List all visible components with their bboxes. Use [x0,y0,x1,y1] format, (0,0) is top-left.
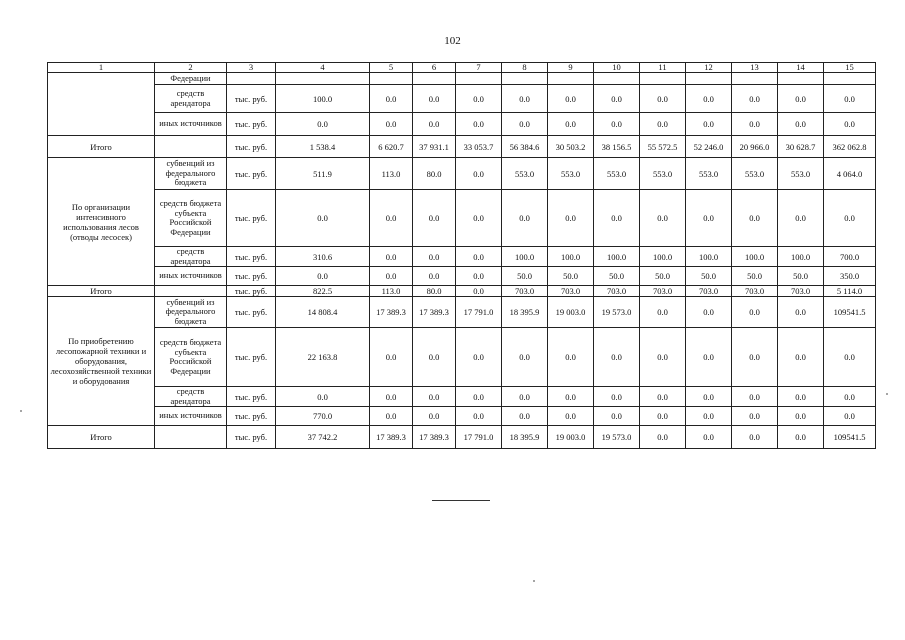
header-cell: 3 [227,63,276,73]
header-cell: 6 [413,63,456,73]
value-cell: 50.0 [594,267,640,286]
value-cell: 703.0 [594,286,640,297]
value-cell: 0.0 [413,267,456,286]
value-cell: 17 791.0 [456,426,502,449]
value-cell: 0.0 [640,85,686,113]
value-cell: 0.0 [778,407,824,426]
value-cell: 703.0 [686,286,732,297]
source-cell [155,286,227,297]
value-cell: 0.0 [370,247,413,267]
value-cell: 100.0 [686,247,732,267]
unit-cell: тыс. руб. [227,328,276,387]
footer-rule [432,500,490,501]
value-cell: 770.0 [276,407,370,426]
value-cell: 50.0 [686,267,732,286]
source-cell: субвенций из федерального бюджета [155,158,227,190]
value-cell: 0.0 [456,328,502,387]
source-cell [155,426,227,449]
value-cell: 0.0 [370,85,413,113]
value-cell: 0.0 [732,190,778,247]
value-cell: 0.0 [548,190,594,247]
value-cell: 0.0 [456,85,502,113]
value-cell: 0.0 [502,407,548,426]
source-cell: средств бюджета субъекта Российской Федерации [155,190,227,247]
value-cell: 0.0 [413,387,456,407]
value-cell: 0.0 [732,407,778,426]
value-cell: 0.0 [686,113,732,136]
table-row [48,297,876,328]
value-cell: 0.0 [824,407,876,426]
value-cell: 18 395.9 [502,426,548,449]
value-cell: 20 966.0 [732,136,778,158]
unit-cell: тыс. руб. [227,267,276,286]
value-cell: 18 395.9 [502,297,548,328]
value-cell: 14 808.4 [276,297,370,328]
value-cell: 700.0 [824,247,876,267]
value-cell: 0.0 [824,190,876,247]
value-cell: 0.0 [413,190,456,247]
table-row [48,328,876,387]
value-cell: 0.0 [502,190,548,247]
scan-speck [886,393,888,395]
value-cell: 37 742.2 [276,426,370,449]
value-cell: 0.0 [640,113,686,136]
value-cell: 19 003.0 [548,426,594,449]
value-cell: 80.0 [413,158,456,190]
source-cell [155,136,227,158]
value-cell: 56 384.6 [502,136,548,158]
value-cell: 0.0 [824,387,876,407]
value-cell: 17 389.3 [413,426,456,449]
header-cell: 10 [594,63,640,73]
value-cell: 17 389.3 [413,297,456,328]
value-cell: 0.0 [824,328,876,387]
value-cell: 0.0 [370,407,413,426]
value-cell: 0.0 [778,426,824,449]
value-cell: 0.0 [502,85,548,113]
header-cell: 15 [824,63,876,73]
unit-cell: тыс. руб. [227,407,276,426]
value-cell: 0.0 [456,158,502,190]
value-cell: 703.0 [640,286,686,297]
value-cell: 30 503.2 [548,136,594,158]
value-cell: 0.0 [594,387,640,407]
table-row [48,190,876,247]
value-cell [686,73,732,85]
value-cell: 0.0 [594,85,640,113]
value-cell: 0.0 [456,407,502,426]
scan-speck [20,410,22,412]
value-cell: 0.0 [640,387,686,407]
source-cell: иных источников [155,267,227,286]
value-cell: 6 620.7 [370,136,413,158]
unit-cell: тыс. руб. [227,286,276,297]
value-cell: 0.0 [370,328,413,387]
header-cell: 4 [276,63,370,73]
block-title-cell: По приобретению лесопожарной техники и оборудования, лесохозяйственной техники и оборудования [48,297,155,426]
total-row [48,286,876,297]
value-cell: 100.0 [594,247,640,267]
value-cell: 0.0 [548,407,594,426]
value-cell: 0.0 [502,387,548,407]
value-cell [456,73,502,85]
value-cell: 100.0 [732,247,778,267]
value-cell: 0.0 [732,113,778,136]
value-cell: 0.0 [456,247,502,267]
value-cell: 17 389.3 [370,297,413,328]
value-cell: 17 791.0 [456,297,502,328]
value-cell: 100.0 [502,247,548,267]
value-cell: 4 064.0 [824,158,876,190]
value-cell: 50.0 [732,267,778,286]
value-cell: 0.0 [778,328,824,387]
value-cell: 52 246.0 [686,136,732,158]
value-cell: 100.0 [548,247,594,267]
value-cell: 0.0 [778,113,824,136]
value-cell: 0.0 [413,247,456,267]
value-cell [778,73,824,85]
table-row [48,387,876,407]
value-cell: 50.0 [502,267,548,286]
value-cell: 5 114.0 [824,286,876,297]
header-cell: 8 [502,63,548,73]
table-row [48,407,876,426]
unit-cell: тыс. руб. [227,158,276,190]
value-cell: 19 573.0 [594,426,640,449]
value-cell: 113.0 [370,286,413,297]
value-cell [370,73,413,85]
unit-cell: тыс. руб. [227,426,276,449]
value-cell: 0.0 [640,328,686,387]
value-cell: 553.0 [502,158,548,190]
value-cell: 0.0 [276,387,370,407]
unit-cell: тыс. руб. [227,113,276,136]
source-cell: иных источников [155,407,227,426]
value-cell [276,73,370,85]
value-cell: 0.0 [548,328,594,387]
total-label-cell: Итого [48,136,155,158]
value-cell: 113.0 [370,158,413,190]
value-cell: 1 538.4 [276,136,370,158]
value-cell: 0.0 [824,85,876,113]
value-cell: 0.0 [594,113,640,136]
value-cell [548,73,594,85]
value-cell: 0.0 [502,328,548,387]
total-row [48,426,876,449]
value-cell: 17 389.3 [370,426,413,449]
value-cell: 100.0 [640,247,686,267]
table-row [48,85,876,113]
source-cell: средств арендатора [155,387,227,407]
value-cell [594,73,640,85]
unit-cell: тыс. руб. [227,136,276,158]
value-cell [227,73,276,85]
value-cell: 0.0 [686,387,732,407]
block-title-cell [48,73,155,136]
value-cell: 703.0 [502,286,548,297]
unit-cell: тыс. руб. [227,297,276,328]
value-cell: 33 053.7 [456,136,502,158]
header-cell: 9 [548,63,594,73]
value-cell: 350.0 [824,267,876,286]
value-cell: 0.0 [686,426,732,449]
total-label-cell: Итого [48,286,155,297]
header-cell: 11 [640,63,686,73]
source-cell: Федерации [155,73,227,85]
value-cell: 0.0 [640,426,686,449]
source-cell: средств арендатора [155,247,227,267]
value-cell: 0.0 [686,407,732,426]
table-row [48,267,876,286]
budget-table [47,62,876,449]
source-cell: средств бюджета субъекта Российской Федерации [155,328,227,387]
header-cell: 5 [370,63,413,73]
value-cell: 0.0 [413,113,456,136]
value-cell: 0.0 [640,190,686,247]
table-row [48,158,876,190]
value-cell: 100.0 [778,247,824,267]
value-cell [413,73,456,85]
value-cell: 511.9 [276,158,370,190]
header-cell: 14 [778,63,824,73]
unit-cell: тыс. руб. [227,190,276,247]
value-cell: 0.0 [413,85,456,113]
value-cell: 0.0 [732,426,778,449]
value-cell: 19 573.0 [594,297,640,328]
value-cell: 19 003.0 [548,297,594,328]
value-cell: 0.0 [502,113,548,136]
value-cell: 553.0 [732,158,778,190]
value-cell: 109541.5 [824,297,876,328]
value-cell: 50.0 [778,267,824,286]
value-cell: 100.0 [276,85,370,113]
block-title-cell: По организации интенсивного использования лесов (отводы лесосек) [48,158,155,286]
header-cell: 13 [732,63,778,73]
unit-cell: тыс. руб. [227,85,276,113]
page-number: 102 [444,35,461,47]
value-cell: 0.0 [548,113,594,136]
value-cell: 50.0 [548,267,594,286]
value-cell: 0.0 [778,190,824,247]
value-cell: 0.0 [778,297,824,328]
value-cell [732,73,778,85]
value-cell: 553.0 [778,158,824,190]
source-cell: средств арендатора [155,85,227,113]
value-cell: 553.0 [548,158,594,190]
value-cell: 0.0 [640,297,686,328]
value-cell: 703.0 [778,286,824,297]
unit-cell: тыс. руб. [227,247,276,267]
value-cell: 38 156.5 [594,136,640,158]
total-row [48,136,876,158]
value-cell: 0.0 [456,286,502,297]
value-cell: 0.0 [824,113,876,136]
value-cell: 0.0 [413,407,456,426]
value-cell: 0.0 [276,113,370,136]
value-cell: 0.0 [456,113,502,136]
value-cell: 37 931.1 [413,136,456,158]
value-cell: 0.0 [456,387,502,407]
value-cell: 0.0 [778,85,824,113]
value-cell: 0.0 [456,190,502,247]
value-cell: 80.0 [413,286,456,297]
value-cell: 0.0 [276,190,370,247]
scan-speck [533,580,535,582]
value-cell: 0.0 [413,328,456,387]
value-cell: 0.0 [548,387,594,407]
value-cell [502,73,548,85]
value-cell: 703.0 [548,286,594,297]
value-cell [824,73,876,85]
value-cell: 0.0 [732,85,778,113]
header-row [48,63,876,73]
header-cell: 1 [48,63,155,73]
value-cell: 55 572.5 [640,136,686,158]
value-cell: 0.0 [686,328,732,387]
table-row [48,113,876,136]
value-cell: 0.0 [456,267,502,286]
value-cell: 0.0 [548,85,594,113]
value-cell: 0.0 [732,328,778,387]
value-cell: 0.0 [370,113,413,136]
value-cell: 0.0 [640,407,686,426]
value-cell: 0.0 [370,190,413,247]
header-cell: 12 [686,63,732,73]
value-cell: 22 163.8 [276,328,370,387]
value-cell: 0.0 [370,387,413,407]
value-cell: 0.0 [594,190,640,247]
value-cell: 0.0 [594,328,640,387]
source-cell: иных источников [155,113,227,136]
table-row [48,73,876,85]
source-cell: субвенций из федерального бюджета [155,297,227,328]
unit-cell: тыс. руб. [227,387,276,407]
table-body [48,63,876,449]
value-cell: 553.0 [640,158,686,190]
value-cell: 553.0 [594,158,640,190]
value-cell: 553.0 [686,158,732,190]
value-cell: 0.0 [686,85,732,113]
value-cell: 703.0 [732,286,778,297]
value-cell: 362 062.8 [824,136,876,158]
value-cell: 0.0 [686,297,732,328]
value-cell: 310.6 [276,247,370,267]
value-cell: 0.0 [732,297,778,328]
value-cell: 109541.5 [824,426,876,449]
value-cell: 0.0 [370,267,413,286]
header-cell: 2 [155,63,227,73]
table-row [48,247,876,267]
header-cell: 7 [456,63,502,73]
value-cell: 0.0 [594,407,640,426]
value-cell: 30 628.7 [778,136,824,158]
total-label-cell: Итого [48,426,155,449]
value-cell: 0.0 [732,387,778,407]
value-cell: 50.0 [640,267,686,286]
value-cell: 0.0 [276,267,370,286]
value-cell [640,73,686,85]
value-cell: 0.0 [778,387,824,407]
value-cell: 0.0 [686,190,732,247]
value-cell: 822.5 [276,286,370,297]
